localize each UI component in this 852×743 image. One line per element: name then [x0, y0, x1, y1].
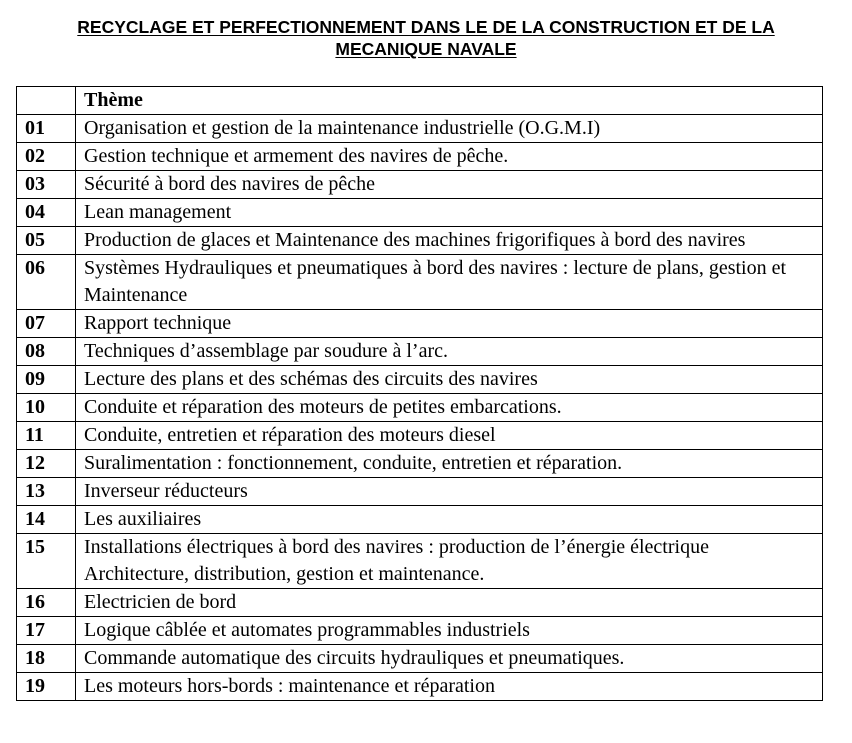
row-theme-cell: Installations électriques à bord des navires : production de l’énergie électrique Architecture, distribution, gestion et maintenance. [76, 534, 823, 589]
row-theme-cell: Logique câblée et automates programmables industriels [76, 617, 823, 645]
row-theme-cell: Commande automatique des circuits hydrauliques et pneumatiques. [76, 645, 823, 673]
row-theme-cell: Inverseur réducteurs [76, 478, 823, 506]
row-theme-cell: Systèmes Hydrauliques et pneumatiques à bord des navires : lecture de plans, gestion et Maintenance [76, 255, 823, 310]
row-number-cell: 11 [17, 422, 76, 450]
document-title-line-1: RECYCLAGE ET PERFECTIONNEMENT DANS LE DE LA CONSTRUCTION ET DE LA [77, 17, 775, 37]
row-number-cell: 02 [17, 143, 76, 171]
row-number-cell: 08 [17, 338, 76, 366]
table-row [17, 478, 823, 506]
table-row [17, 422, 823, 450]
document-title [0, 16, 852, 60]
table-row [17, 534, 823, 589]
table-row [17, 450, 823, 478]
row-number-cell: 04 [17, 199, 76, 227]
themes-table [16, 86, 823, 701]
row-theme-cell: Les moteurs hors-bords : maintenance et réparation [76, 673, 823, 701]
row-number-cell: 13 [17, 478, 76, 506]
row-number-cell: 03 [17, 171, 76, 199]
row-theme-cell: Sécurité à bord des navires de pêche [76, 171, 823, 199]
table-row [17, 199, 823, 227]
header-number-cell [17, 87, 76, 115]
row-number-cell: 14 [17, 506, 76, 534]
table-row [17, 227, 823, 255]
table-row [17, 143, 823, 171]
row-number-cell: 17 [17, 617, 76, 645]
table-header-row [17, 87, 823, 115]
table-row [17, 394, 823, 422]
row-number-cell: 12 [17, 450, 76, 478]
row-theme-cell: Gestion technique et armement des navires de pêche. [76, 143, 823, 171]
table-row [17, 310, 823, 338]
row-theme-cell: Conduite et réparation des moteurs de petites embarcations. [76, 394, 823, 422]
table-row [17, 255, 823, 310]
row-number-cell: 06 [17, 255, 76, 310]
row-number-cell: 15 [17, 534, 76, 589]
row-theme-cell: Rapport technique [76, 310, 823, 338]
row-theme-cell: Organisation et gestion de la maintenance industrielle (O.G.M.I) [76, 115, 823, 143]
row-theme-cell: Production de glaces et Maintenance des machines frigorifiques à bord des navires [76, 227, 823, 255]
row-theme-cell: Suralimentation : fonctionnement, conduite, entretien et réparation. [76, 450, 823, 478]
table-row [17, 589, 823, 617]
row-number-cell: 01 [17, 115, 76, 143]
row-theme-cell: Electricien de bord [76, 589, 823, 617]
table-row [17, 645, 823, 673]
table-row [17, 366, 823, 394]
document-title-line-2: MECANIQUE NAVALE [335, 39, 517, 59]
row-theme-cell: Lean management [76, 199, 823, 227]
table-row [17, 673, 823, 701]
row-number-cell: 16 [17, 589, 76, 617]
row-number-cell: 05 [17, 227, 76, 255]
table-row [17, 338, 823, 366]
row-number-cell: 09 [17, 366, 76, 394]
row-theme-cell: Lecture des plans et des schémas des circuits des navires [76, 366, 823, 394]
row-number-cell: 19 [17, 673, 76, 701]
table-row [17, 617, 823, 645]
row-number-cell: 18 [17, 645, 76, 673]
table-body [17, 115, 823, 701]
header-theme-cell: Thème [76, 87, 823, 115]
row-theme-cell: Les auxiliaires [76, 506, 823, 534]
row-theme-cell: Conduite, entretien et réparation des moteurs diesel [76, 422, 823, 450]
table-row [17, 115, 823, 143]
row-theme-cell: Techniques d’assemblage par soudure à l’arc. [76, 338, 823, 366]
table-row [17, 171, 823, 199]
row-number-cell: 10 [17, 394, 76, 422]
row-number-cell: 07 [17, 310, 76, 338]
table-row [17, 506, 823, 534]
